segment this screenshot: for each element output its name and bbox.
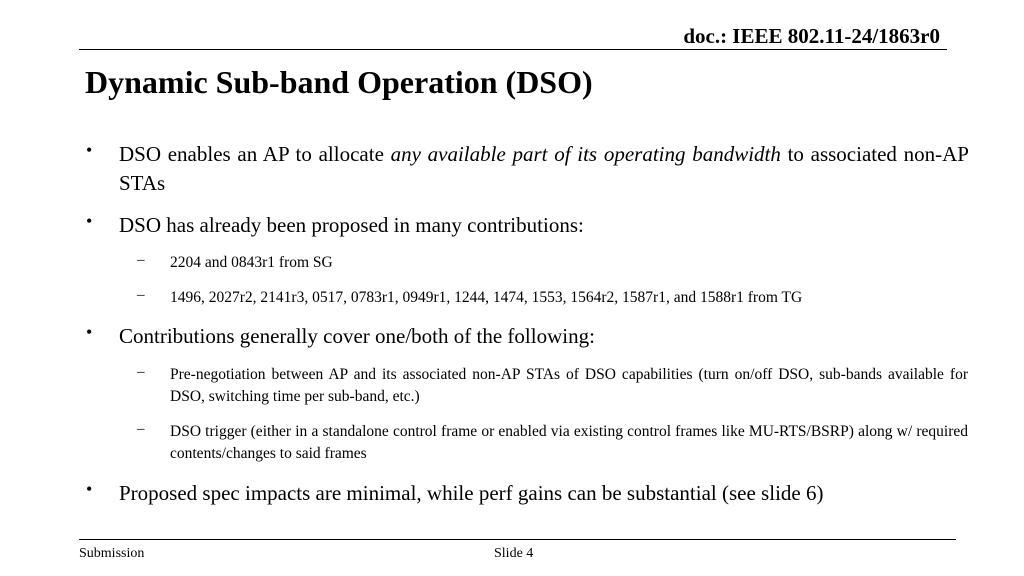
- bullet-spec-impacts: Proposed spec impacts are minimal, while perf gains can be substantial (see slide 6): [119, 481, 824, 505]
- dash-marker: –: [137, 287, 145, 303]
- bullet-marker: •: [86, 211, 93, 231]
- bullet-text: DSO enables an AP to allocate: [119, 142, 391, 166]
- bullet-proposed-contributions: DSO has already been proposed in many contributions:: [119, 213, 584, 237]
- sub-bullet-pre-negotiation: Pre-negotiation between AP and its associated non-AP STAs of DSO capabilities (turn on/off DSO, sub-bands available for DSO, switching time per sub-band, etc.): [170, 366, 968, 405]
- bullet-dso-enables: [119, 140, 969, 198]
- sub-bullet-sg: 2204 and 0843r1 from SG: [170, 254, 333, 271]
- bullet-marker: •: [86, 140, 93, 160]
- dash-marker: –: [137, 252, 145, 268]
- bullet-contributions-cover: Contributions generally cover one/both of the following:: [119, 324, 595, 348]
- sub-bullet-tg: 1496, 2027r2, 2141r3, 0517, 0783r1, 0949r1, 1244, 1474, 1553, 1564r2, 1587r1, and 1588r1 from TG: [170, 289, 803, 306]
- dash-marker: –: [137, 421, 145, 437]
- bullet-text: to associated non-AP STAs: [119, 142, 969, 195]
- document-id: doc.: IEEE 802.11-24/1863r0: [683, 24, 940, 48]
- bullet-marker: •: [86, 322, 93, 342]
- sub-bullet-dso-trigger: DSO trigger (either in a standalone control frame or enabled via existing control frames like MU-RTS/BSRP) along w/ required contents/changes to said frames: [170, 423, 968, 462]
- footer-slide-number: Slide 4: [494, 546, 534, 561]
- slide-title: Dynamic Sub-band Operation (DSO): [85, 64, 593, 100]
- bullet-marker: •: [86, 479, 93, 499]
- bullet-emphasis: any available part of its operating bandwidth: [390, 142, 781, 166]
- header-divider: [79, 49, 947, 50]
- footer-submission: Submission: [79, 546, 145, 561]
- footer-divider: [79, 539, 956, 540]
- dash-marker: –: [137, 364, 145, 380]
